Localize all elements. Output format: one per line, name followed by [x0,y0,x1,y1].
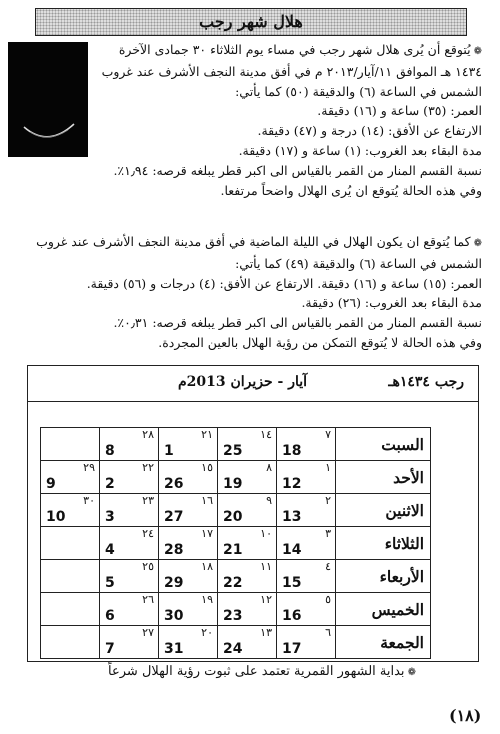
date-cell [41,593,100,626]
hijri-day-number: ٢٠ [201,626,213,639]
date-cell [218,461,277,494]
forecast-section-previous-night [8,232,482,353]
gregorian-day-number: 13 [282,509,302,525]
date-cell [277,494,336,527]
flower-bullet-icon: ❁ [473,46,482,57]
calendar-row [41,593,431,626]
date-cell [159,626,218,659]
gregorian-day-number: 8 [105,443,115,459]
hijri-day-number: ٢ [325,494,331,507]
page-title: هلال شهر رجب [35,8,467,36]
illumination-ratio: نسبة القسم المنار من القمر بالقياس الى اكبر قطر يبلغه قرصه: ٠٫٣١٪. [113,315,482,331]
moon-altitude: الارتفاع عن الأفق: (١٤) درجة و (٤٧) دقيقة. [257,123,482,139]
gregorian-day-number: 9 [46,476,56,492]
date-cell [218,593,277,626]
date-cell [277,560,336,593]
hijri-day-number: ٧ [325,428,331,441]
gregorian-day-number: 31 [164,641,184,657]
gregorian-day-number: 28 [164,542,184,558]
visibility-note: وفي هذه الحالة يُتوقع ان يُرى الهلال واضحاً مرتفعا. [220,182,482,198]
hijri-day-number: ٨ [266,461,272,474]
hijri-day-number: ٤ [325,560,331,573]
calendar-grid [40,427,431,659]
date-cell [100,527,159,560]
calendar-row [41,560,431,593]
weekday-label: الثلاثاء [336,527,431,560]
gregorian-day-number: 6 [105,608,115,624]
date-cell [41,626,100,659]
gregorian-day-number: 15 [282,575,302,591]
calendar-row [41,461,431,494]
weekday-label: السبت [336,428,431,461]
date-cell [218,626,277,659]
gregorian-day-number: 4 [105,542,115,558]
gregorian-day-number: 17 [282,641,302,657]
date-cell [218,428,277,461]
hijri-day-number: ٢٤ [142,527,154,540]
gregorian-day-number: 20 [223,509,243,525]
date-cell [159,494,218,527]
date-cell [277,593,336,626]
gregorian-day-number: 26 [164,476,184,492]
hijri-day-number: ٥ [325,593,331,606]
hijri-day-number: ١٢ [260,593,272,606]
gregorian-month-label: آيار - حزيران 2013م [178,374,308,390]
gregorian-day-number: 30 [164,608,184,624]
weekday-label: الجمعة [336,626,431,659]
date-cell [218,527,277,560]
date-cell [41,461,100,494]
gregorian-day-number: 25 [223,443,243,459]
date-cell [159,428,218,461]
calendar-row [41,527,431,560]
hijri-day-number: ٢٧ [142,626,154,639]
calendar-row [41,626,431,659]
footer-text: بداية الشهور القمرية تعتمد على ثبوت رؤية الهلال شرعاً [108,664,405,679]
date-cell [41,428,100,461]
hijri-day-number: ٩ [266,494,272,507]
hijri-day-number: ١٤ [260,428,272,441]
gregorian-day-number: 23 [223,608,243,624]
hijri-day-number: ٢٢ [142,461,154,474]
date-cell [100,626,159,659]
date-cell [159,527,218,560]
hijri-day-number: ٢٣ [142,494,154,507]
moon-age: العمر: (٣٥) ساعة و (١٦) دقيقة. [317,103,482,119]
date-cell [41,494,100,527]
hijri-day-number: ١ [325,461,331,474]
hijri-day-number: ١٠ [260,527,272,540]
weekday-label: الأحد [336,461,431,494]
gregorian-day-number: 3 [105,509,115,525]
visibility-note: وفي هذه الحالة لا يُتوقع التمكن من رؤية الهلال بالعين المجردة. [158,334,482,350]
moon-age-altitude: العمر: (١٥) ساعة و (١٦) دقيقة. الارتفاع عن الأفق: (٤) درجات و (٥٦) دقيقة. [86,275,482,291]
hijri-day-number: ١٧ [201,527,213,540]
gregorian-day-number: 1 [164,443,174,459]
date-cell [277,626,336,659]
moon-stay-duration: مدة البقاء بعد الغروب: (٢٦) دقيقة. [301,295,482,311]
weekday-label: الخميس [336,593,431,626]
date-cell [277,527,336,560]
hijri-day-number: ١٩ [201,593,213,606]
date-cell [41,527,100,560]
weekday-label: الاثنين [336,494,431,527]
date-cell [159,560,218,593]
gregorian-day-number: 24 [223,641,243,657]
gregorian-day-number: 12 [282,476,302,492]
hijri-day-number: ١٣ [260,626,272,639]
hijri-month-label: رجب ١٤٣٤هـ [388,374,464,390]
weekday-label: الأربعاء [336,560,431,593]
date-cell [277,428,336,461]
footer-note [60,664,464,679]
gregorian-day-number: 2 [105,476,115,492]
gregorian-day-number: 10 [46,509,66,525]
hijri-day-number: ١١ [260,560,272,573]
gregorian-day-number: 7 [105,641,115,657]
moon-stay-duration: مدة البقاء بعد الغروب: (١) ساعة و (١٧) دقيقة. [238,142,482,158]
hijri-day-number: ٢٩ [83,461,95,474]
forecast-section-main [8,40,482,200]
date-cell [218,560,277,593]
hijri-day-number: ١٦ [201,494,213,507]
date-cell [100,428,159,461]
gregorian-day-number: 29 [164,575,184,591]
gregorian-day-number: 14 [282,542,302,558]
calendar-row [41,494,431,527]
flower-bullet-icon: ❁ [407,667,416,678]
date-cell [100,560,159,593]
forecast-intro: يُتوقع أن يُرى هلال شهر رجب في مساء يوم الثلاثاء ٣٠ جمادى الآخرة ١٤٣٤ هـ الموافق ١١/آيار/٢٠١٣ م في أفق مدينة النجف الأشرف عند غروب الشمس في الساعة (٦) والدقيقة (٥٠) كما يأتي: [101,42,482,99]
page-number: (١٨) [449,706,482,725]
gregorian-day-number: 5 [105,575,115,591]
hijri-day-number: ٢١ [201,428,213,441]
calendar-row [41,428,431,461]
date-cell [277,461,336,494]
gregorian-day-number: 16 [282,608,302,624]
hijri-day-number: ٣ [325,527,331,540]
date-cell [159,593,218,626]
hijri-day-number: ٢٦ [142,593,154,606]
previous-night-intro: كما يُتوقع ان يكون الهلال في الليلة الماضية في أفق مدينة النجف الأشرف عند غروب الشمس في الساعة (٦) والدقيقة (٤٩) كما يأتي: [36,234,482,271]
hijri-day-number: ٢٨ [142,428,154,441]
date-cell [100,461,159,494]
gregorian-day-number: 27 [164,509,184,525]
gregorian-day-number: 19 [223,476,243,492]
date-cell [218,494,277,527]
gregorian-day-number: 21 [223,542,243,558]
illumination-ratio: نسبة القسم المنار من القمر بالقياس الى اكبر قطر يبلغه قرصه: ١٫٩٤٪. [113,162,482,178]
calendar-table [27,365,479,662]
gregorian-day-number: 18 [282,443,302,459]
date-cell [100,593,159,626]
date-cell [100,494,159,527]
hijri-day-number: ٣٠ [83,494,95,507]
hijri-day-number: ٦ [325,626,331,639]
calendar-header [28,366,478,402]
flower-bullet-icon: ❁ [473,238,482,249]
hijri-day-number: ٢٥ [142,560,154,573]
date-cell [159,461,218,494]
hijri-day-number: ١٨ [201,560,213,573]
gregorian-day-number: 22 [223,575,243,591]
date-cell [41,560,100,593]
hijri-day-number: ١٥ [201,461,213,474]
